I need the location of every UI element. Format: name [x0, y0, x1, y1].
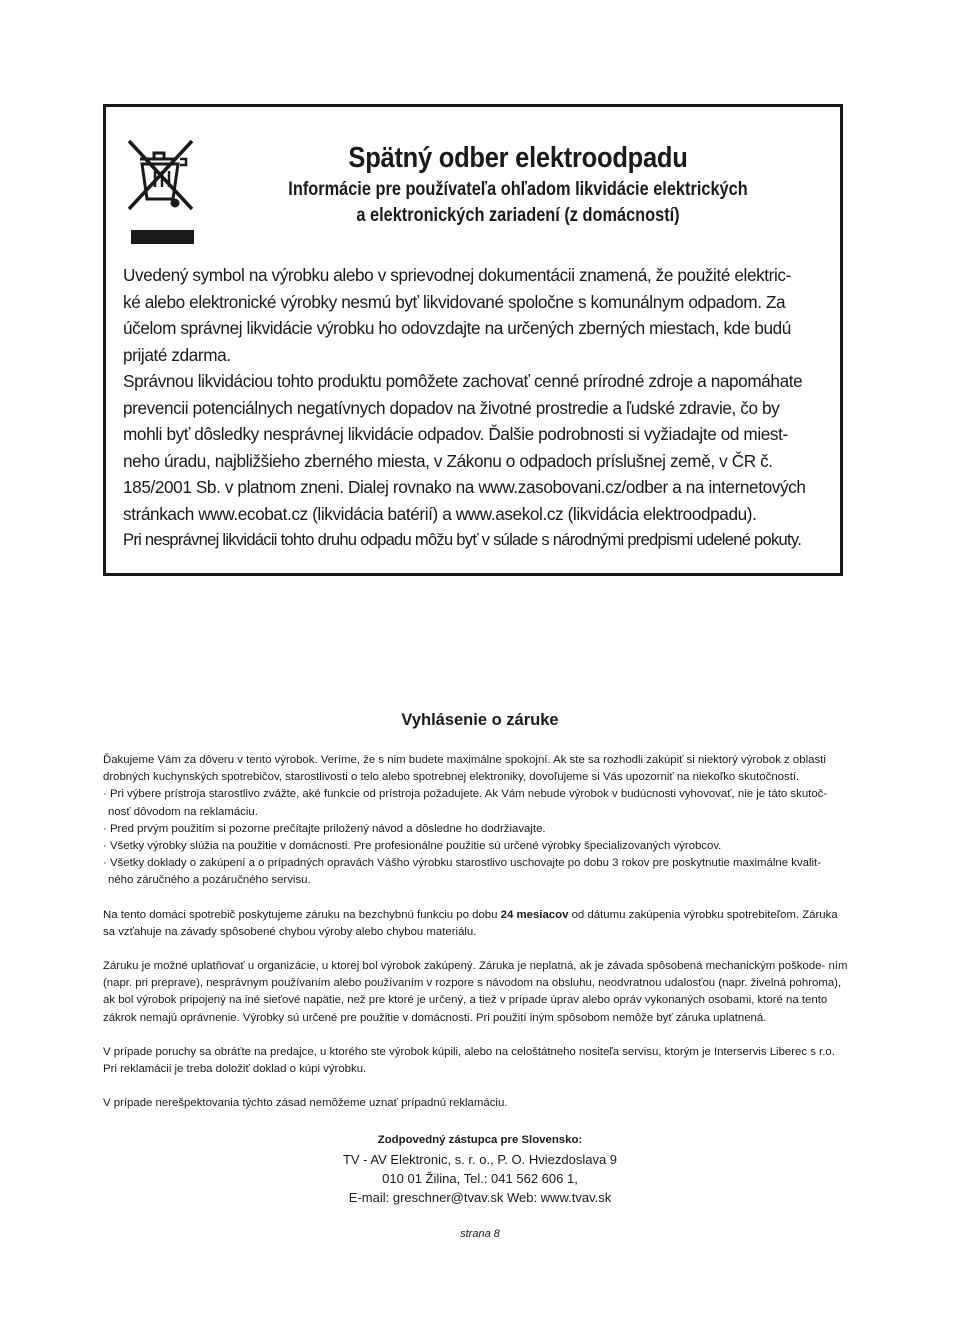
text-line: prevencii potenciálnych negatívnych dopadov na životné prostredie a ľudské zdravie, čo by	[123, 397, 780, 418]
warranty-title: Vyhlásenie o záruke	[401, 711, 559, 729]
text-run: od dátumu zakúpenia výrobku spotrebiteľom. Záruka sa vzťahuje na závady spôsobené chybou výroby alebo chybou materiálu.	[103, 908, 838, 938]
text-line: stránkach www.ecobat.cz (likvidácia batérií) a www.asekol.cz (likvidácia elektroodpadu).	[123, 503, 757, 524]
contact-heading: Zodpovedný zástupca pre Slovensko:	[377, 1134, 583, 1146]
weee-title: Spätný odber elektroodpadu	[348, 142, 688, 174]
weee-body	[123, 262, 826, 554]
text-run: Na tento domáci spotrebič poskytujeme záruku na bezchybnú funkciu po dobu	[103, 908, 501, 921]
warranty-intro	[103, 752, 848, 786]
warranty-bullet-2: · Pred prvým použitím si pozorne prečítajte priložený návod a dôsledne ho dodržiavajte.	[103, 822, 546, 835]
warranty-section	[103, 752, 848, 1112]
text-line: drobných kuchynských spotrebičov, starostlivosti o telo alebo spotrebnej elektroniky, dovoľujeme si Vás upozorniť na niekoľko skutočností.	[103, 771, 800, 784]
warranty-service-paragraph	[103, 1044, 848, 1078]
text-line: ké alebo elektronické výrobky nesmú byť likvidované spoločne s komunálnym odpadom. Za	[123, 291, 786, 312]
page-number: strana 8	[460, 1228, 500, 1240]
text-line: V prípade poruchy sa obráťte na predajce, u ktorého ste výrobok kúpili, alebo na celoštátneho nositeľa servisu, ktorým je Interservis Liberec s r.o.	[103, 1045, 835, 1058]
warranty-bullet-1: · Pri výbere prístroja starostlivo zvážte, aké funkcie od prístroja požadujete. Ak Vám nebude výrobok v budúcnosti vyhovovať, nie je táto skutoč- nosť dôvodom na reklamáciu.	[103, 788, 828, 818]
text-line: prijaté zdarma.	[123, 344, 231, 365]
warranty-period-bold: 24 mesiacov	[500, 908, 569, 921]
weee-paragraph-1	[123, 262, 826, 368]
text-line: Pri reklamácii je treba doložiť doklad o kúpi výrobku.	[103, 1063, 367, 1076]
text-line: mohli byť dôsledky nesprávnej likvidácie odpadov. Ďalšie podrobnosti si vyžiadajte od miest-	[123, 424, 788, 444]
text-line: 185/2001 Sb. v platnom zneni. Dialej rovnako na www.zasobovani.cz/odber a na internetových	[123, 477, 806, 497]
warranty-claim-paragraph: Záruku je možné uplatňovať u organizácie, u ktorej bol výrobok zakúpený. Záruka je neplatná, ak je závada spôsobená mechanickým poškode- ním (napr. pri preprave), nesprávnym používaním alebo používaním v rozpore s návodom na obsluhu, neodvratnou udalosťou (napr. živelná pohroma), ak bol výrobok pripojený na iné sieťové napätie, než pre ktoré je určený, a tiež v prípade úprav alebo opráv vykonaných osobami, ktoré na tento zákrok nemajú oprávnenie. Výrobky sú určené pre použitie v domácnosti. Pri použití iným spôsobom nemôže byť záruka uplatnená.	[103, 960, 848, 1024]
text-line: účelom správnej likvidácie výrobku ho odovzdajte na určených zberných miestach, kde budú	[123, 318, 791, 338]
weee-notice-box	[103, 104, 843, 576]
warranty-final-paragraph: V prípade nerešpektovania týchto zásad nemôžeme uznať prípadnú reklamáciu.	[103, 1097, 508, 1110]
warranty-bullet-4: · Všetky doklady o zakúpení a o prípadných opravách Vášho výrobku starostlivo uschovajte po dobu 3 rokov pre poskytnutie maximálne kvalit- ného záručného a pozáručného servisu.	[103, 857, 821, 887]
weee-subtitle-line2: a elektronických zariadení (z domácností)	[356, 205, 680, 226]
warranty-period-paragraph	[103, 907, 848, 941]
contact-block	[0, 1131, 960, 1207]
contact-city-phone: 010 01 Žilina, Tel.: 041 562 606 1,	[382, 1171, 578, 1186]
contact-email-web: E-mail: greschner@tvav.sk Web: www.tvav.sk	[348, 1190, 612, 1205]
weee-paragraph-2	[123, 368, 826, 527]
weee-heading	[106, 141, 840, 229]
weee-subtitle-line1: Informácie pre používateľa ohľadom likvidácie elektrických	[288, 179, 748, 200]
weee-subtitle	[241, 177, 795, 229]
weee-paragraph-3: Pri nesprávnej likvidácii tohto druhu odpadu môžu byť v súlade s národnými predpismi udelené pokuty.	[123, 530, 802, 549]
contact-address: TV - AV Elektronic, s. r. o., P. O. Hviezdoslava 9	[342, 1152, 618, 1167]
text-line: Ďakujeme Vám za dôveru v tento výrobok. Veríme, že s nim budete maximálne spokojní. Ak ste sa rozhodli zakúpiť si niektorý výrobok z oblasti	[103, 754, 826, 766]
text-line: Správnou likvidáciou tohto produktu pomôžete zachovať cenné prírodné zdroje a napomáhate	[123, 371, 803, 391]
text-line: Uvedený symbol na výrobku alebo v sprievodnej dokumentácii znamená, že použité elektric-	[123, 265, 791, 285]
text-line: neho úradu, najbližšieho zberného miesta, v Zákonu o odpadoch príslušnej země, v ČR č.	[123, 450, 773, 471]
warranty-bullet-3: · Všetky výrobky slúžia na použitie v domácnosti. Pre profesionálne použitie sú určené výrobky špecializovaných výrobcov.	[103, 840, 722, 853]
